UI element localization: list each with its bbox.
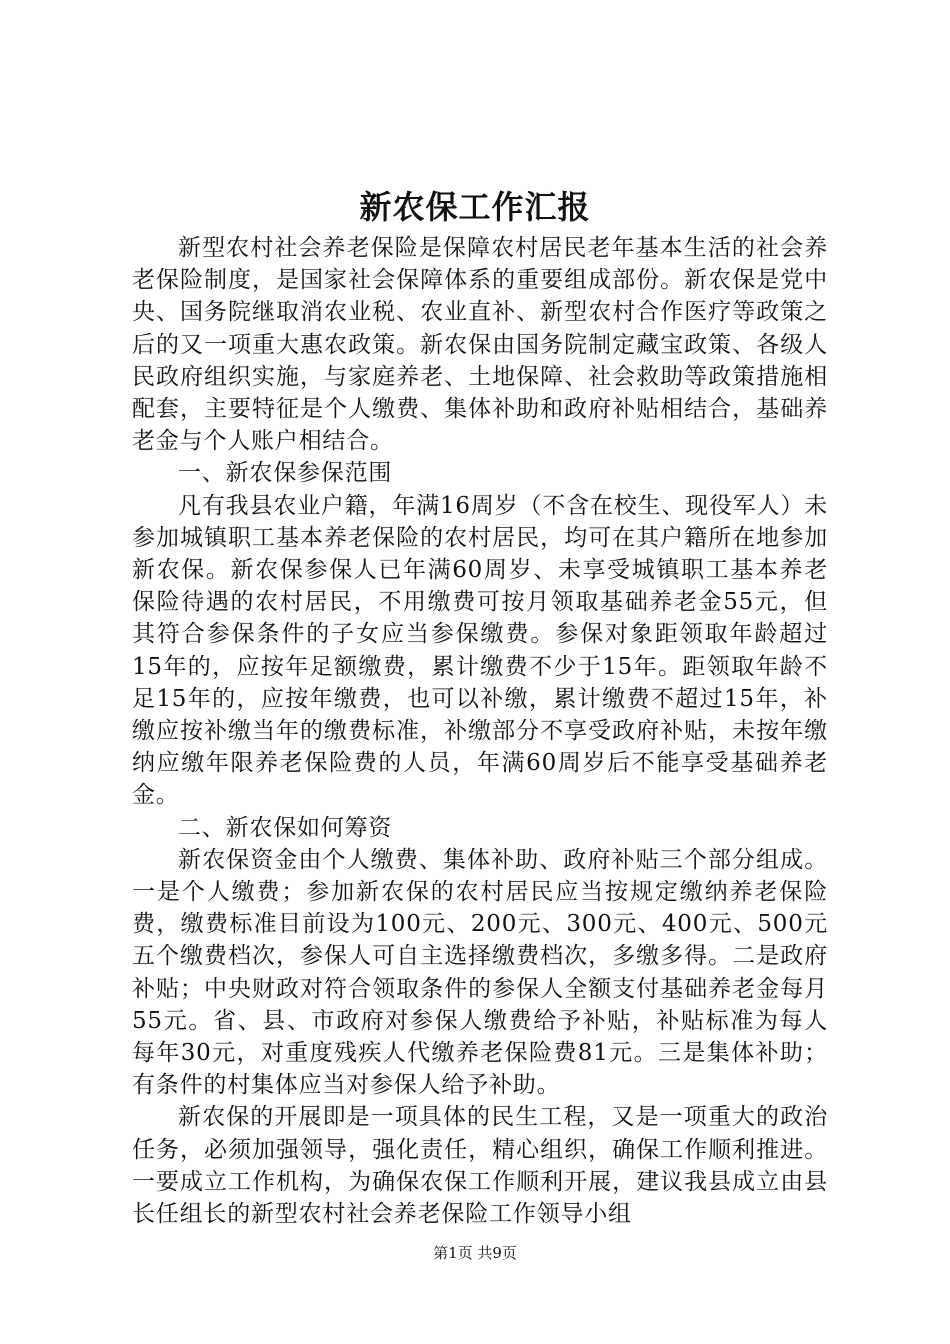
page-number-footer: 第1页 共9页: [433, 1244, 517, 1262]
section-heading-funding: 二、新农保如何筹资: [178, 814, 393, 841]
implementation-paragraph: 新农保的开展即是一项具体的民生工程，又是一项重大的政治任务，必须加强领导，强化责任，精心组织，确保工作顺利推进。一要成立工作机构，为确保农保工作顺利开展，建议我县成立由县长任组长的新型农村社会养老保险工作领导小组: [132, 1104, 828, 1228]
section-heading-coverage: 一、新农保参保范围: [178, 460, 393, 487]
document-body: [132, 232, 828, 1230]
intro-paragraph: 新型农村社会养老保险是保障农村居民老年基本生活的社会养老保险制度，是国家社会保障体系的重要组成部份。新农保是党中央、国务院继取消农业税、农业直补、新型农村合作医疗等政策之后的又一项重大惠农政策。新农保由国务院制定藏宝政策、各级人民政府组织实施，与家庭养老、土地保障、社会救助等政策措施相配套，主要特征是个人缴费、集体补助和政府补贴相结合，基础养老金与个人账户相结合。: [132, 235, 828, 455]
funding-paragraph: 新农保资金由个人缴费、集体补助、政府补贴三个部分组成。一是个人缴费；参加新农保的农村居民应当按规定缴纳养老保险费，缴费标准目前设为100元、200元、300元、400元、500元五个缴费档次，参保人可自主选择缴费档次，多缴多得。二是政府补贴；中央财政对符合领取条件的参保人全额支付基础养老金每月55元。省、县、市政府对参保人缴费给予补贴，补贴标准为每人每年30元，对重度残疾人代缴养老保险费81元。三是集体补助；有条件的村集体应当对参保人给予补助。: [132, 846, 828, 1099]
coverage-paragraph: 凡有我县农业户籍，年满16周岁（不含在校生、现役军人）未参加城镇职工基本养老保险的农村居民，均可在其户籍所在地参加新农保。新农保参保人已年满60周岁、未享受城镇职工基本养老保险待遇的农村居民，不用缴费可按月领取基础养老金55元，但其符合参保条件的子女应当参保缴费。参保对象距领取年龄超过15年的，应按年足额缴费，累计缴费不少于15年。距领取年龄不足15年的，应按年缴费，也可以补缴，累计缴费不超过15年，补缴应按补缴当年的缴费标准，补缴部分不享受政府补贴，未按年缴纳应缴年限养老保险费的人员，年满60周岁后不能享受基础养老金。: [132, 492, 828, 809]
document-title: 新农保工作汇报: [359, 188, 591, 226]
